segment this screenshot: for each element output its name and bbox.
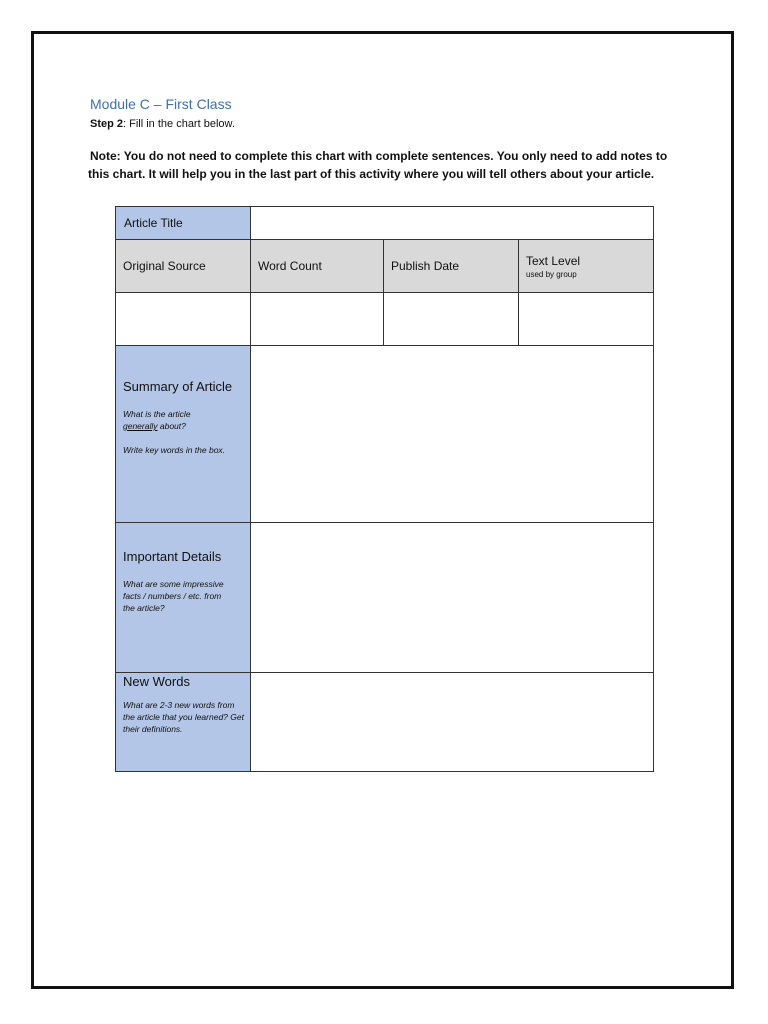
header-publish-date: Publish Date [384,240,519,293]
step-instruction [90,118,235,130]
new-words-label-cell [116,673,251,772]
header-word-count: Word Count [251,240,384,293]
article-chart [115,206,654,772]
step-label: Step 2 [90,118,124,130]
publish-date-field[interactable] [384,293,519,346]
header-row [116,240,654,293]
summary-question-1 [123,408,243,432]
title-row [116,207,654,240]
details-row [116,523,654,673]
summary-title: Summary of Article [123,379,233,394]
new-words-row [116,673,654,772]
summary-question-2: Write key words in the box. [123,445,226,455]
article-title-label [116,207,251,240]
header-text-level [519,240,654,293]
summary-row [116,346,654,523]
summary-label-cell [116,346,251,523]
step-text: : Fill in the chart below. [123,118,235,130]
word-count-field[interactable] [251,293,384,346]
new-words-title: New Words [123,674,190,689]
details-label-cell [116,523,251,673]
text-level-field[interactable] [519,293,654,346]
new-words-question: What are 2-3 new words from the article that you learned? Get their definitions. [123,700,244,734]
details-field[interactable] [251,523,654,673]
summary-q1-b: generally [123,421,158,431]
article-title-field[interactable] [251,207,654,240]
header-text-level-sub: used by group [526,269,577,279]
details-title: Important Details [123,549,222,564]
module-heading: Module C – First Class [90,96,232,112]
header-original-source: Original Source [116,240,251,293]
new-words-field[interactable] [251,673,654,772]
header-text-level-title: Text Level [526,253,581,268]
source-entry-row [116,293,654,346]
note-line-2: this chart. It will help you in the last part of this activity where you will tell others about your article. [88,167,655,181]
summary-q1-a: What is the article [123,409,191,419]
article-title-label-text: Article Title [124,216,183,230]
summary-field[interactable] [251,346,654,523]
original-source-field[interactable] [116,293,251,346]
summary-q1-c: about? [157,421,186,431]
note-line-1: Note: You do not need to complete this chart with complete sentences. You only need to add notes to [90,149,668,163]
details-question: What are some impressive facts / numbers / etc. from the article? [123,579,224,613]
note-paragraph [90,147,700,183]
